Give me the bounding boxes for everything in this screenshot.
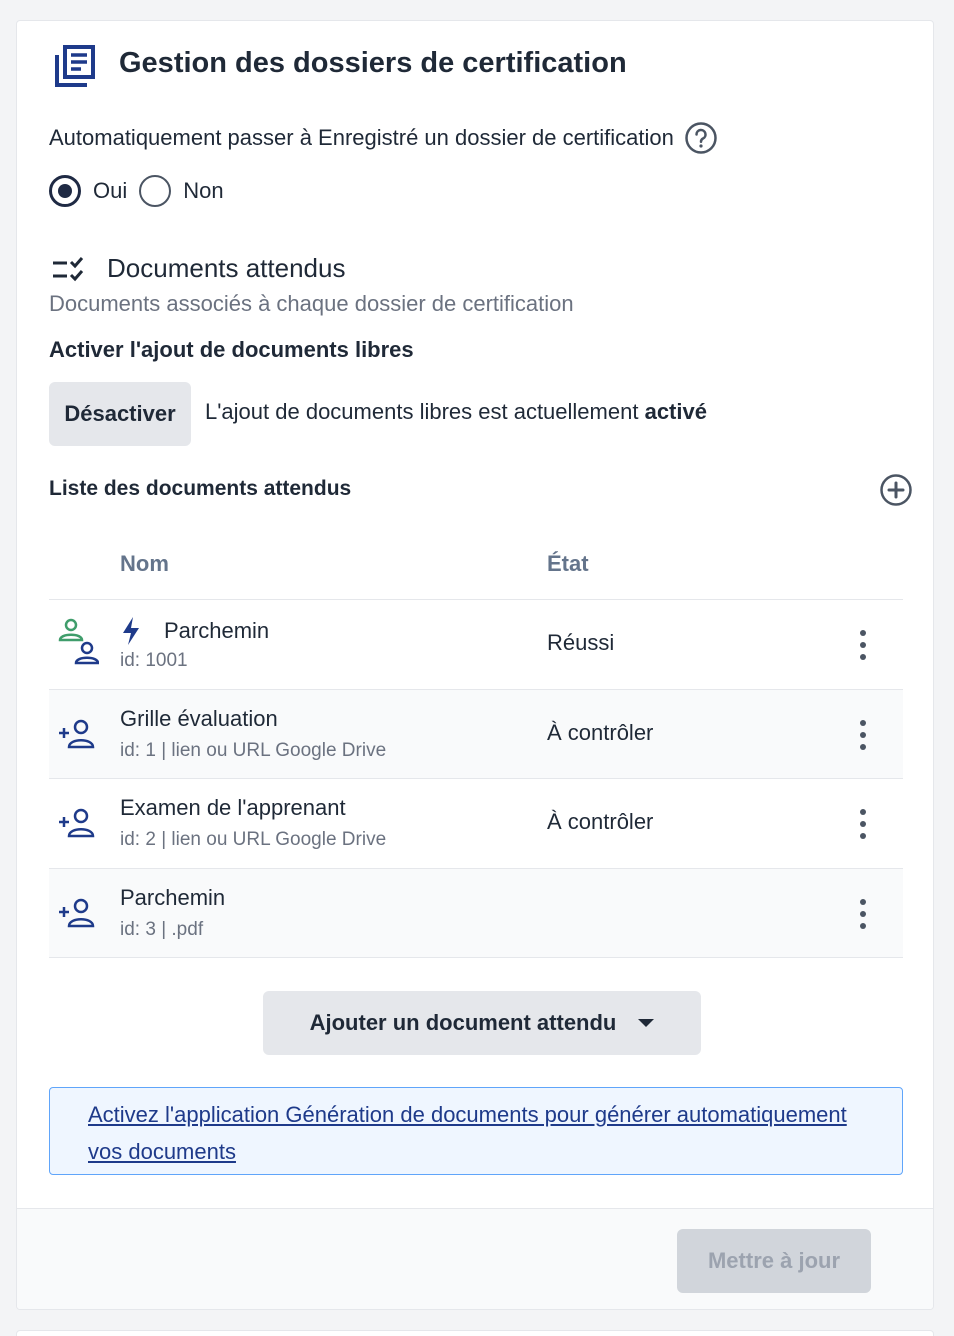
radio-oui[interactable] bbox=[49, 175, 127, 207]
document-name-text: Parchemin bbox=[164, 618, 270, 643]
radio-oui-indicator[interactable] bbox=[49, 175, 81, 207]
auto-register-radio-group bbox=[49, 175, 236, 207]
user-add-icon bbox=[57, 895, 95, 933]
user-add-icon bbox=[57, 716, 95, 754]
document-meta: id: 3 | .pdf bbox=[120, 918, 204, 940]
table-row[interactable] bbox=[49, 779, 903, 869]
document-state: Réussi bbox=[547, 630, 615, 655]
radio-non[interactable] bbox=[139, 175, 223, 207]
column-header-state[interactable]: État bbox=[547, 551, 589, 576]
more-options-icon[interactable] bbox=[849, 897, 877, 931]
certification-settings-card bbox=[16, 20, 934, 1310]
documents-table bbox=[49, 541, 903, 958]
question-circle-icon[interactable] bbox=[684, 121, 718, 155]
document-state: À contrôler bbox=[547, 809, 654, 834]
plus-circle-icon[interactable] bbox=[879, 473, 913, 507]
document-list-icon bbox=[51, 43, 99, 91]
document-name bbox=[120, 795, 346, 821]
documents-subtitle: Documents associés à chaque dossier de certification bbox=[49, 291, 574, 316]
table-row[interactable] bbox=[49, 600, 903, 690]
checklist-icon bbox=[51, 257, 85, 283]
free-documents-status-value: activé bbox=[644, 399, 707, 424]
free-documents-status-text: L'ajout de documents libres est actuellement bbox=[205, 399, 639, 424]
disable-free-documents-button[interactable]: Désactiver bbox=[49, 382, 191, 446]
document-generation-link[interactable]: Activez l'application Génération de documents pour générer automatiquement vos documents bbox=[88, 1102, 847, 1164]
add-expected-document-label[interactable]: Ajouter un document attendu bbox=[309, 1010, 617, 1035]
update-button[interactable]: Mettre à jour bbox=[677, 1229, 871, 1293]
document-state: À contrôler bbox=[547, 719, 654, 745]
document-name-text: Grille évaluation bbox=[120, 705, 278, 731]
table-header bbox=[49, 541, 903, 600]
column-header-name[interactable]: Nom bbox=[120, 551, 169, 576]
document-name bbox=[120, 616, 269, 646]
more-options-icon[interactable] bbox=[849, 807, 877, 841]
documents-title: Documents attendus bbox=[107, 253, 346, 283]
radio-non-label[interactable]: Non bbox=[183, 178, 224, 203]
document-name bbox=[120, 706, 278, 732]
document-generation-info-box bbox=[49, 1087, 903, 1175]
free-documents-label: Activer l'ajout de documents libres bbox=[49, 337, 414, 362]
section-title: Gestion des dossiers de certification bbox=[119, 47, 627, 79]
users-transfer-icon bbox=[57, 616, 99, 672]
bolt-icon bbox=[120, 616, 142, 646]
user-add-icon bbox=[57, 805, 95, 843]
add-expected-document-button[interactable] bbox=[263, 991, 701, 1055]
document-name-text: Examen de l'apprenant bbox=[120, 795, 346, 820]
more-options-icon[interactable] bbox=[849, 718, 877, 752]
free-documents-status bbox=[205, 399, 707, 425]
document-meta: id: 2 | lien ou URL Google Drive bbox=[120, 829, 387, 850]
document-meta: id: 1001 bbox=[120, 650, 188, 671]
table-row[interactable] bbox=[49, 869, 903, 959]
radio-oui-label[interactable]: Oui bbox=[93, 178, 128, 203]
card-footer bbox=[17, 1208, 934, 1310]
auto-register-text: Automatiquement passer à Enregistré un dossier de certification bbox=[49, 125, 674, 150]
chevron-down-icon[interactable] bbox=[638, 1019, 654, 1027]
radio-non-indicator[interactable] bbox=[139, 175, 171, 207]
document-meta: id: 1 | lien ou URL Google Drive bbox=[120, 739, 387, 761]
documents-list-label: Liste des documents attendus bbox=[49, 477, 352, 500]
auto-register-label bbox=[49, 121, 718, 155]
table-row[interactable] bbox=[49, 690, 903, 780]
document-name bbox=[120, 885, 225, 911]
next-card-edge bbox=[16, 1330, 934, 1336]
document-name-text: Parchemin bbox=[120, 884, 226, 910]
more-options-icon[interactable] bbox=[849, 628, 877, 662]
